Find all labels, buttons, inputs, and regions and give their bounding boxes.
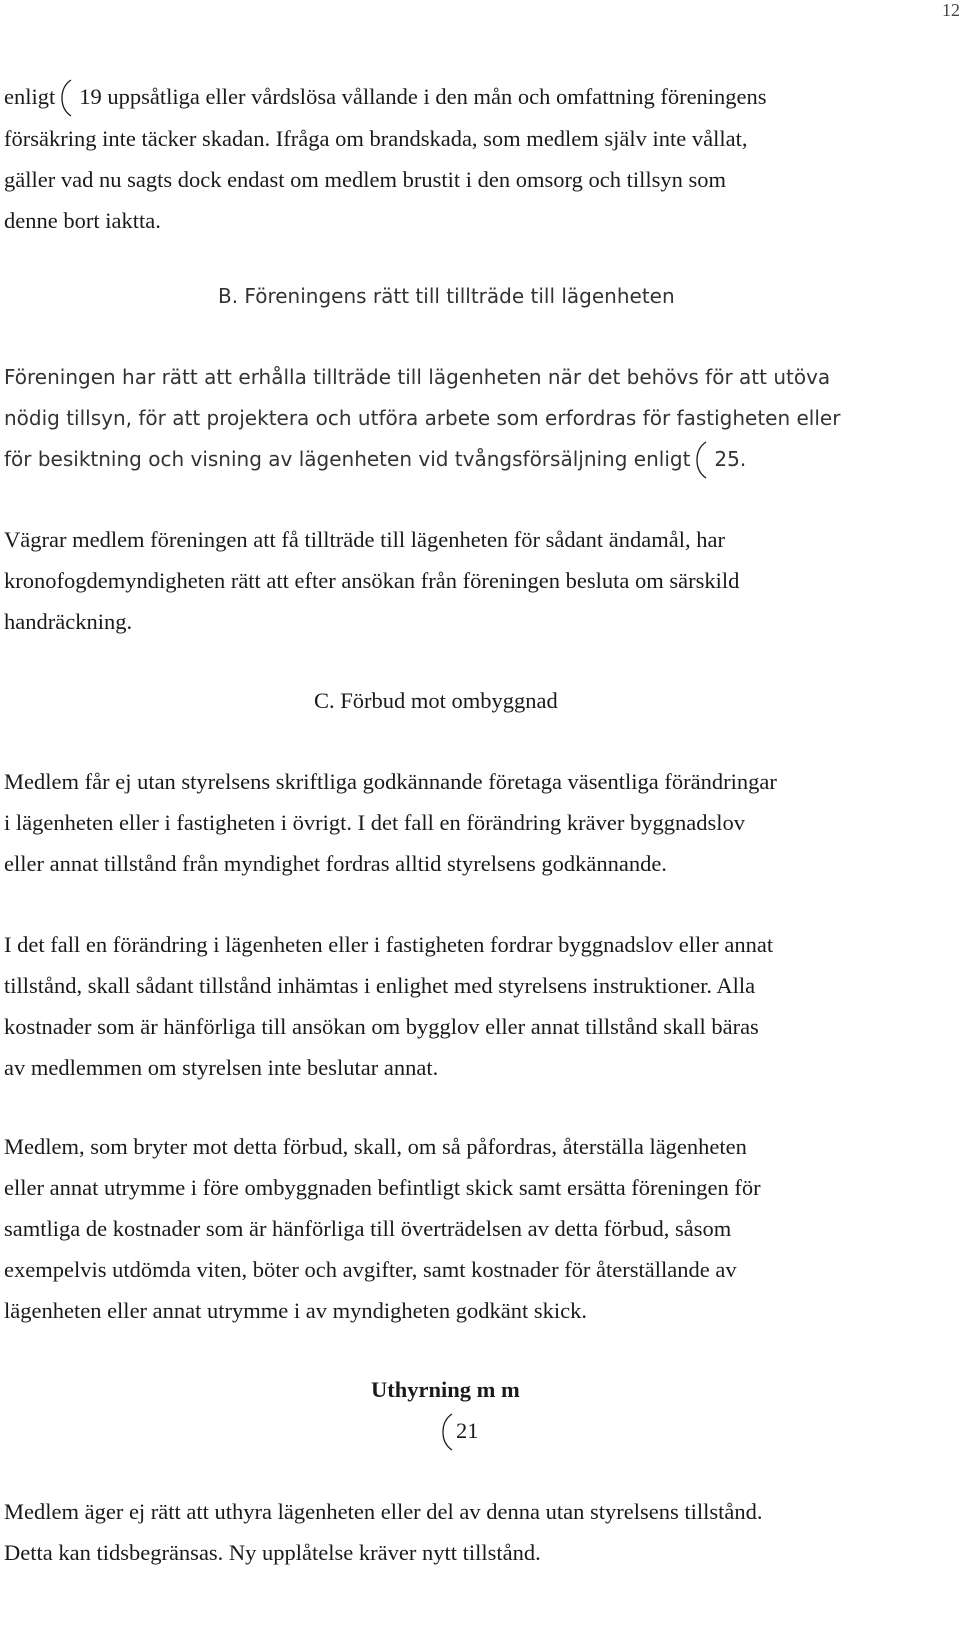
text-line: Medlem äger ej rätt att uthyra lägenheten eller del av denna utan styrelsens tillstånd.	[4, 1499, 763, 1524]
text-line: eller annat utrymme i före ombyggnaden befintligt skick samt ersätta föreningen för	[4, 1175, 761, 1200]
text-line: Detta kan tidsbegränsas. Ny upplåtelse kräver nytt tillstånd.	[4, 1540, 541, 1565]
page-number: 12	[942, 0, 960, 20]
section-sign-icon	[440, 1412, 454, 1452]
section-c-heading: C. Förbud mot ombyggnad	[314, 688, 558, 713]
section-sign-icon	[59, 78, 73, 118]
text-line: tillstånd, skall sådant tillstånd inhämtas i enlighet med styrelsens instruktioner. Alla	[4, 973, 756, 998]
text-line: samtliga de kostnader som är hänförliga till överträdelsen av detta förbud, såsom	[4, 1216, 732, 1241]
text-line: försäkring inte täcker skadan. Ifråga om brandskada, som medlem själv inte vållat,	[4, 126, 748, 151]
paragraph-permits	[4, 924, 944, 1088]
section-heading: Uthyrning m m	[371, 1377, 520, 1402]
section-sign-icon	[694, 440, 708, 480]
text-line: handräckning.	[4, 609, 133, 634]
text-line: denne bort iaktta.	[4, 208, 161, 233]
text-line: kronofogdemyndigheten rätt att efter ansökan från föreningen besluta om särskild	[4, 568, 740, 593]
text-line: Medlem får ej utan styrelsens skriftliga godkännande företaga väsentliga förändringar	[4, 769, 777, 794]
section-number: 21	[440, 1410, 640, 1452]
text-line: i lägenheten eller i fastigheten i övrigt. I det fall en förändring kräver byggnadslov	[4, 810, 745, 835]
paragraph-violation	[4, 1126, 944, 1331]
paragraph-refusal	[4, 519, 944, 642]
text-line: I det fall en förändring i lägenheten eller i fastigheten fordrar byggnadslov eller annat	[4, 932, 774, 957]
text-line: Medlem, som bryter mot detta förbud, skall, om så påfordras, återställa lägenheten	[4, 1134, 747, 1159]
paragraph-damage-liability	[4, 76, 944, 241]
paragraph-subletting	[4, 1491, 944, 1573]
text-line: kostnader som är hänförliga till ansökan om bygglov eller annat tillstånd skall bäras	[4, 1014, 759, 1039]
text-line: exempelvis utdömda viten, böter och avgifter, samt kostnader för återställande av	[4, 1257, 737, 1282]
text-line: Föreningen har rätt att erhålla tillträde till lägenheten när det behövs för att utöva	[4, 365, 831, 389]
text-line: nödig tillsyn, för att projektera och utföra arbete som erfordras för fastigheten eller	[4, 406, 841, 430]
text-line: enligt 19 uppsåtliga eller vårdslösa vållande i den mån och omfattning föreningens	[4, 76, 944, 118]
text-line: gäller vad nu sagts dock endast om medlem brustit i den omsorg och tillsyn som	[4, 167, 726, 192]
paragraph-rebuild-ban	[4, 761, 944, 884]
text-line: för besiktning och visning av lägenheten vid tvångsförsäljning enligt 25.	[4, 439, 944, 480]
paragraph-access-right	[4, 357, 944, 480]
text-line: Vägrar medlem föreningen att få tillträde till lägenheten för sådant ändamål, har	[4, 527, 725, 552]
text-line: av medlemmen om styrelsen inte beslutar annat.	[4, 1055, 439, 1080]
section-b-heading: B. Föreningens rätt till tillträde till lägenheten	[218, 284, 675, 308]
text-line: eller annat tillstånd från myndighet fordras alltid styrelsens godkännande.	[4, 851, 667, 876]
text-line: lägenheten eller annat utrymme i av myndigheten godkänt skick.	[4, 1298, 587, 1323]
